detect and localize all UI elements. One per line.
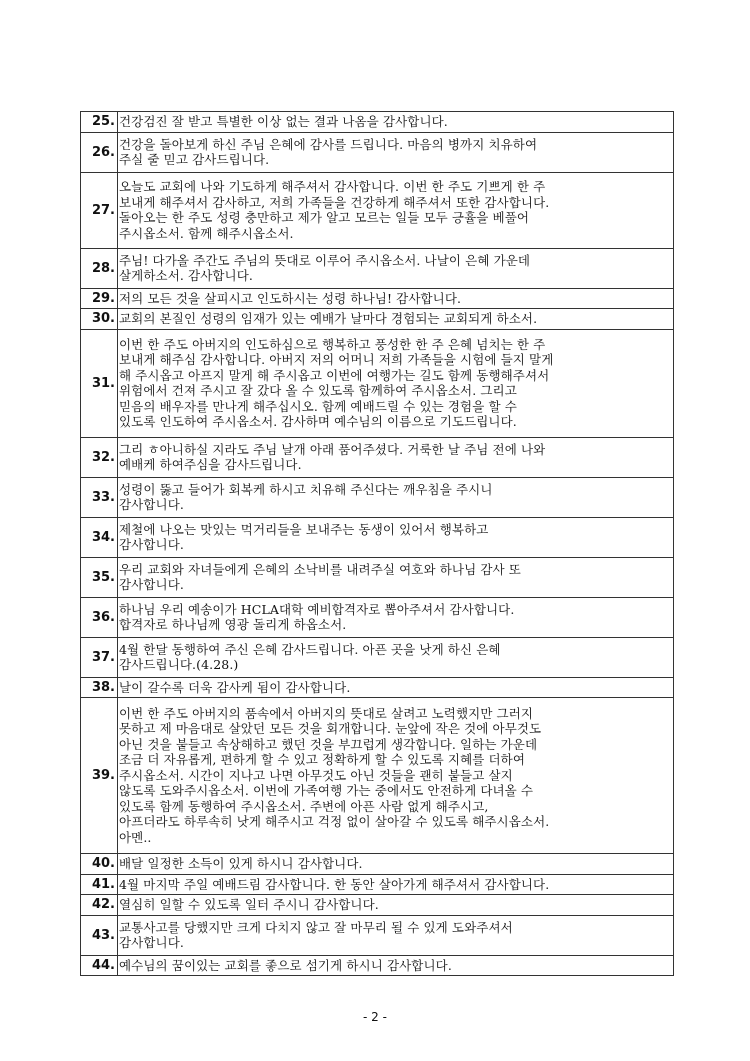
entry-line: 4월 마지막 주일 예배드림 감사합니다. 한 동안 살아가게 해주셔서 감사합니다.	[119, 876, 550, 892]
entry-number: 27.	[81, 172, 118, 248]
table-row	[81, 955, 674, 976]
entry-number: 32.	[81, 437, 118, 477]
entry-number: 40.	[81, 854, 118, 875]
table-row	[81, 637, 674, 677]
entry-text	[118, 854, 674, 875]
entry-number: 33.	[81, 477, 118, 517]
entry-text	[118, 477, 674, 517]
entry-text	[118, 132, 674, 172]
entry-text	[118, 437, 674, 477]
entry-line: 감사합니다.	[119, 537, 184, 552]
entry-line: 보내게 해주셔서 감사하고, 저희 가족들을 건강하게 해주셔서 또한 감사합니다.	[119, 194, 550, 210]
table-row	[81, 329, 674, 437]
entry-line: 살게하소서. 감사합니다.	[119, 268, 253, 283]
entry-line: 저의 모든 것을 살피시고 인도하시는 성령 하나님! 감사합니다.	[119, 290, 462, 306]
table-row	[81, 874, 674, 895]
entry-number: 44.	[81, 955, 118, 976]
table-row	[81, 557, 674, 597]
table-row	[81, 437, 674, 477]
entry-line: 그리 ㅎ아니하실 지라도 주님 날개 아래 품어주셨다. 거룩한 날 주님 전에 나와	[119, 441, 546, 457]
entry-line: 오늘도 교회에 나와 기도하게 해주셔서 감사합니다. 이번 한 주도 기쁘게 한 주	[119, 179, 546, 194]
entry-text	[118, 597, 674, 637]
table-row	[81, 288, 674, 309]
entry-number: 29.	[81, 288, 118, 309]
entry-line: 감사드립니다.(4.28.)	[119, 657, 239, 672]
entry-line: 예배케 하여주심을 감사드립니다.	[119, 457, 302, 472]
entry-text	[118, 895, 674, 916]
entry-line: 이번 한 주도 아버지의 인도하심으로 행복하고 풍성한 한 주 은혜 넘치는 한 주	[119, 336, 546, 352]
entry-text	[118, 637, 674, 677]
table-row	[81, 895, 674, 916]
entry-line: 교통사고를 당했지만 크게 다치지 않고 잘 마무리 될 수 있게 도와주셔서	[119, 919, 513, 935]
entry-line: 못하고 제 마음대로 살았던 모든 것을 회개합니다. 눈앞에 작은 것에 아무것도	[119, 721, 542, 737]
entry-line: 이번 한 주도 아버지의 품속에서 아버지의 뜻대로 살려고 노력했지만 그러지	[119, 705, 534, 721]
entry-number: 37.	[81, 637, 118, 677]
entry-number: 28.	[81, 248, 118, 288]
table-row	[81, 112, 674, 133]
page-number: - 2 -	[363, 1010, 387, 1024]
entry-line: 아프더라도 하루속히 낫게 해주시고 걱정 없이 살아갈 수 있도록 해주시옵소서.	[119, 814, 550, 830]
entry-number: 31.	[81, 329, 118, 437]
table-row	[81, 915, 674, 955]
entry-line: 열심히 일할 수 있도록 일터 주시니 감사합니다.	[119, 897, 379, 912]
entry-line: 보내게 해주심 감사합니다. 아버지 저의 어머니 저희 가족들을 시험에 들지 말게	[119, 352, 554, 367]
entry-text	[118, 517, 674, 557]
entry-line: 하나님 우리 예송이가 HCLA대학 예비합격자로 뽑아주셔서 감사합니다.	[119, 601, 515, 617]
entry-number: 26.	[81, 132, 118, 172]
entry-text	[118, 329, 674, 437]
entry-text	[118, 955, 674, 976]
table-body	[81, 112, 674, 976]
table-row	[81, 517, 674, 557]
entry-line: 주님! 다가올 주간도 주님의 뜻대로 이루어 주시옵소서. 나날이 은혜 가운데	[119, 252, 531, 268]
entry-line: 우리 교회와 자녀들에게 은혜의 소낙비를 내려주실 여호와 하나님 감사 또	[119, 561, 521, 577]
entry-number: 38.	[81, 677, 118, 698]
entry-text	[118, 915, 674, 955]
table-row	[81, 172, 674, 248]
entry-line: 감사합니다.	[119, 497, 184, 512]
entry-line: 주실 줄 믿고 감사드립니다.	[119, 152, 270, 167]
entry-number: 43.	[81, 915, 118, 955]
entry-line: 감사합니다.	[119, 577, 184, 592]
entry-line: 건강을 돌아보게 하신 주님 은혜에 감사를 드립니다. 마음의 병까지 치유하여	[119, 136, 538, 152]
entry-line: 날이 갈수록 더욱 감사케 됨이 감사합니다.	[119, 679, 351, 695]
entry-line: 않도록 도와주시옵소서. 이번에 가족여행 가는 중에서도 안전하게 다녀올 수	[119, 783, 534, 799]
entry-text	[118, 112, 674, 133]
entry-text	[118, 677, 674, 698]
entry-number: 42.	[81, 895, 118, 916]
entry-line: 해 주시옵고 아프지 말게 해 주시옵고 이번에 여행가는 길도 함께 동행해주셔서	[119, 367, 550, 383]
entry-line: 조금 더 자유롭게, 편하게 할 수 있고 정확하게 할 수 있도록 지혜를 더하여	[119, 752, 526, 768]
entry-text	[118, 874, 674, 895]
prayer-table	[80, 111, 674, 976]
entry-number: 41.	[81, 874, 118, 895]
entry-line: 믿음의 배우자를 만나게 해주십시오. 함께 예배드릴 수 있는 경험을 할 수	[119, 398, 517, 414]
entry-line: 예수님의 꿈이있는 교회를 좋으로 섬기게 하시니 감사합니다.	[119, 957, 452, 973]
table-row	[81, 132, 674, 172]
table-row	[81, 248, 674, 288]
entry-line: 돌아오는 한 주도 성령 충만하고 제가 알고 모르는 일들 모두 긍휼을 베풀어	[119, 210, 530, 225]
entry-text	[118, 172, 674, 248]
entry-text	[118, 248, 674, 288]
table-row	[81, 309, 674, 330]
entry-line: 배달 일정한 소득이 있게 하시니 감사합니다.	[119, 856, 363, 871]
entry-number: 36.	[81, 597, 118, 637]
entry-line: 성령이 뚫고 들어가 회복케 하시고 치유해 주신다는 깨우침을 주시니	[119, 481, 493, 497]
entry-line: 있도록 함께 동행하여 주시옵소서. 주변에 아픈 사람 없게 해주시고,	[119, 798, 489, 814]
entry-text	[118, 557, 674, 597]
entry-line: 감사합니다.	[119, 935, 184, 950]
entry-line: 아멘..	[119, 829, 152, 845]
entry-number: 25.	[81, 112, 118, 133]
table-row	[81, 854, 674, 875]
entry-line: 위험에서 건져 주시고 잘 갔다 올 수 있도록 함께하여 주시옵소서. 그리고	[119, 383, 517, 398]
table-row	[81, 677, 674, 698]
table-row	[81, 477, 674, 517]
entry-line: 아닌 것을 붙들고 속상해하고 했던 것을 부끄럽게 생각합니다. 일하는 가운데	[119, 736, 538, 752]
entry-number: 39.	[81, 698, 118, 854]
entry-text	[118, 309, 674, 330]
table-row	[81, 698, 674, 854]
entry-number: 34.	[81, 517, 118, 557]
entry-line: 주시옵소서. 시간이 지나고 나면 아무것도 아닌 것들을 괜히 붙들고 살지	[119, 767, 513, 783]
entry-line: 건강검진 잘 받고 특별한 이상 없는 결과 나옴을 감사합니다.	[119, 114, 448, 129]
entry-line: 있도록 인도하여 주시옵소서. 감사하며 예수님의 이름으로 기도드립니다.	[119, 414, 517, 429]
entry-text	[118, 288, 674, 309]
entry-number: 30.	[81, 309, 118, 330]
entry-line: 교회의 본질인 성령의 임재가 있는 예배가 날마다 경험되는 교회되게 하소서.	[119, 311, 538, 326]
entry-number: 35.	[81, 557, 118, 597]
entry-line: 합격자로 하나님께 영광 돌리게 하옵소서.	[119, 617, 347, 632]
entry-line: 제철에 나오는 맛있는 먹거리들을 보내주는 동생이 있어서 행복하고	[119, 521, 489, 537]
table-row	[81, 597, 674, 637]
entry-line: 4월 한달 동행하여 주신 은혜 감사드립니다. 아픈 곳을 낫게 하신 은혜	[119, 641, 501, 657]
entry-text	[118, 698, 674, 854]
entry-line: 주시옵소서. 함께 해주시옵소서.	[119, 225, 294, 241]
